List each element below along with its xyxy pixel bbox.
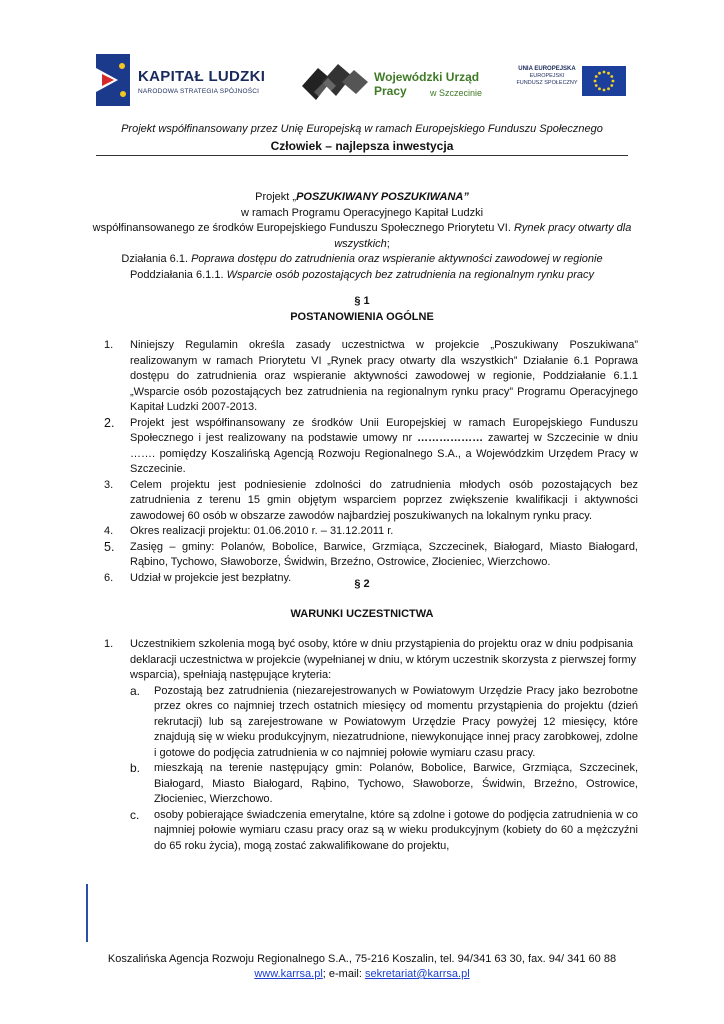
criteria-item-text: Pozostają bez zatrudnienia (niezarejestrowanych w Powiatowym Urzędzie Pracy jako bezrobotne przez okres co najmniej trzech ostatnich miesięcy od momentu przystąpienia do projektu (dzień rekrutacji) lub są zarejestrowane w Powiatowym Urzędzie Pracy powyżej 12 miesięcy, które znajdują się w wieku produkcyjnym, niezatrudnione, niewykonujące innej pracy zarobkowej, zdolne i gotowe do podjęcia zatrudnienia w co najmniej połowie wymiaru czasu pracy. bbox=[154, 684, 638, 759]
intro-line-3-italic: Rynek pracy otwarty dla wszystkich bbox=[334, 222, 632, 250]
eu-logo bbox=[514, 64, 630, 96]
footer-email-link[interactable]: sekretariat@karrsa.pl bbox=[364, 968, 470, 980]
list-item-text: Uczestnikiem szkolenia mogą być osoby, które w dniu przystąpienia do projektu oraz w dniu podpisania deklaracji uczestnictwa w projekcie (wypełnianej w dniu, w którym uczestnik skorzysta z pierwszej formy wsparcia), spełniają następujące kryteria: bbox=[130, 638, 637, 681]
list-item bbox=[104, 540, 638, 571]
section-2-list bbox=[104, 637, 638, 854]
eu-logo-text bbox=[514, 66, 580, 87]
eu-flag-icon bbox=[582, 66, 626, 96]
wup-emblem-icon bbox=[302, 62, 368, 102]
criteria-item-text: mieszkają na terenie następujący gmin: Polanów, Bobolice, Barwice, Grzmiąca, Szczecinek, Białogard, Miasto Białogard, Rąbino, Tychowo, Sławoborze, Świdwin, Brzeźno, Ostrowice, Złocieniec, Wierzchowo. bbox=[154, 762, 638, 805]
motto: Człowiek – najlepsza inwestycja bbox=[270, 139, 454, 153]
project-intro bbox=[90, 190, 634, 283]
intro-line-5-prefix: Poddziałania 6.1.1. bbox=[129, 268, 227, 281]
list-item bbox=[104, 478, 638, 525]
list-item-number: 4. bbox=[104, 525, 114, 537]
page-footer bbox=[0, 952, 724, 982]
kapital-ludzki-logo bbox=[96, 50, 271, 112]
criteria-item-text: osoby pobierające świadczenia emerytalne, które są zdolne i gotowe do podjęcia zatrudnienia w co najmniej połowie wymiaru czasu pracy oraz są w wieku produkcyjnym (kobiety do 60 a mężczyźni do 65 roku życia), mogą zostać zakwalifikowane do projektu, bbox=[154, 808, 638, 852]
wup-subtitle: w Szczecinie bbox=[430, 88, 483, 98]
footer-website-link[interactable]: www.karrsa.pl bbox=[254, 968, 323, 980]
intro-line-4 bbox=[90, 252, 634, 268]
criteria-item-letter: c. bbox=[130, 807, 140, 822]
cofinanced-statement: Projekt współfinansowany przez Unię Europejską w ramach Europejskiego Funduszu Społecznego bbox=[121, 123, 603, 135]
list-item-number: 1. bbox=[104, 339, 114, 351]
intro-line-2: w ramach Programu Operacyjnego Kapitał Ludzki bbox=[240, 206, 484, 219]
intro-line-1 bbox=[90, 190, 634, 206]
section-1-title: POSTANOWIENIA OGÓLNE bbox=[290, 311, 434, 323]
intro-line-4-italic: Poprawa dostępu do zatrudnienia oraz wspieranie aktywności zawodowej w regionie bbox=[191, 253, 603, 265]
list-item bbox=[104, 416, 638, 478]
header-divider bbox=[96, 155, 628, 156]
intro-line-3-prefix: współfinansowanego ze środków Europejskiego Funduszu Społecznego Priorytetu VI. bbox=[92, 222, 514, 234]
kapital-ludzki-subtitle: NARODOWA STRATEGIA SPÓJNOŚCI bbox=[138, 88, 260, 95]
list-item-text: Celem projektu jest podniesienie zdolności do zatrudnienia młodych osób pozostających bez zatrudnienia z terenu 15 gmin objętym wsparciem poprzez zwiększenie kwalifikacji i aktywności zawodowej 60 osób w obszarze zawodów najbardziej poszukiwanych na lokalnym rynku pracy. bbox=[130, 478, 638, 522]
criteria-item-letter: a. bbox=[130, 683, 141, 698]
list-item-text-a: Projekt jest współfinansowany ze środków Unii Europejskiej w ramach Europejskiego Funduszu Społecznego i jest realizowany na podstawie umowy nr bbox=[130, 416, 638, 444]
wup-logo bbox=[302, 62, 488, 104]
section-1-list bbox=[104, 338, 638, 586]
intro-line-5 bbox=[90, 268, 634, 284]
intro-line-4-prefix: Działania 6.1. bbox=[121, 253, 192, 265]
intro-line-3-suffix: ; bbox=[386, 237, 390, 250]
intro-line-1-suffix: ” bbox=[463, 191, 469, 203]
header-logos bbox=[96, 50, 628, 112]
section-1-number: § 1 bbox=[354, 295, 370, 307]
section-2-title: WARUNKI UCZESTNICTWA bbox=[290, 608, 434, 620]
intro-line-3 bbox=[90, 221, 634, 252]
footer-email-label: ; e-mail: bbox=[322, 968, 365, 980]
wup-title: Wojewódzki Urząd Pracy bbox=[374, 70, 480, 98]
footer-address: Koszalińska Agencja Rozwoju Regionalnego S.A., 75-216 Koszalin, tel. 94/341 63 30, fax. 94/ 341 60 88 bbox=[107, 953, 617, 965]
list-item-number: 3. bbox=[104, 478, 114, 491]
intro-line-1-prefix: Projekt „ bbox=[255, 191, 297, 203]
section-2-number: § 2 bbox=[354, 578, 370, 590]
criteria-item-letter: b. bbox=[130, 761, 141, 775]
intro-line-5-italic: Wsparcie osób pozostających bez zatrudnienia na regionalnym rynku pracy bbox=[226, 268, 595, 281]
eu-logo-line1: UNIA EUROPEJSKA bbox=[518, 66, 576, 72]
list-item-number: 1. bbox=[104, 638, 114, 650]
list-item-text: Zasięg – gminy: Polanów, Bobolice, Barwice, Grzmiąca, Szczecinek, Białogard, Miasto Białogard, Rąbino, Tychowo, Sławoborze, Świdwin, Brzeźno, Ostrowice, Złocieniec, Wierzchowo. bbox=[130, 540, 638, 568]
list-item bbox=[104, 524, 638, 540]
list-item-number: 2. bbox=[104, 415, 115, 430]
list-item-text: Okres realizacji projektu: 01.06.2010 r. – 31.12.2011 r. bbox=[130, 525, 394, 537]
list-item bbox=[104, 637, 638, 684]
footer-contacts bbox=[0, 967, 724, 982]
list-item-number: 5. bbox=[104, 539, 115, 554]
project-name: POSZUKIWANY POSZUKIWANA bbox=[296, 191, 464, 203]
list-item-contract-dots: ……………… bbox=[417, 432, 484, 444]
kapital-ludzki-title: KAPITAŁ LUDZKI bbox=[138, 68, 266, 85]
criteria-item bbox=[130, 761, 638, 808]
kapital-ludzki-emblem-icon bbox=[96, 54, 130, 106]
list-item-text: Udział w projekcie jest bezpłatny. bbox=[130, 571, 292, 584]
eu-logo-line3: FUNDUSZ SPOŁECZNY bbox=[516, 80, 578, 86]
list-item-number: 6. bbox=[104, 571, 114, 584]
criteria-sublist bbox=[130, 684, 638, 855]
criteria-item bbox=[130, 684, 638, 762]
eu-logo-line2: EUROPEJSKI bbox=[529, 73, 565, 79]
list-item-text: Niniejszy Regulamin określa zasady uczestnictwa w projekcie „Poszukiwany Poszukiwana” realizowanym w ramach Priorytetu VI „Rynek pracy otwarty dla wszystkich” Działanie 6.1 Poprawa dostępu do zatrudnienia oraz wspieranie aktywności zawodowej w regionie, Poddziałanie 6.1.1 „Wsparcie osób pozostających bez zatrudnienia na regionalnym rynku pracy” Programu Operacyjnego Kapitał Ludzki 2007-2013. bbox=[130, 339, 638, 413]
criteria-item bbox=[130, 808, 638, 855]
margin-change-bar bbox=[86, 884, 88, 942]
list-item-text-b: zawartej w Szczecinie w dniu ……. pomiędzy Koszalińską Agencją Rozwoju Regionalnego S.A., a Wojewódzkim Urzędem Pracy w Szczecinie. bbox=[130, 432, 638, 475]
list-item bbox=[104, 338, 638, 416]
